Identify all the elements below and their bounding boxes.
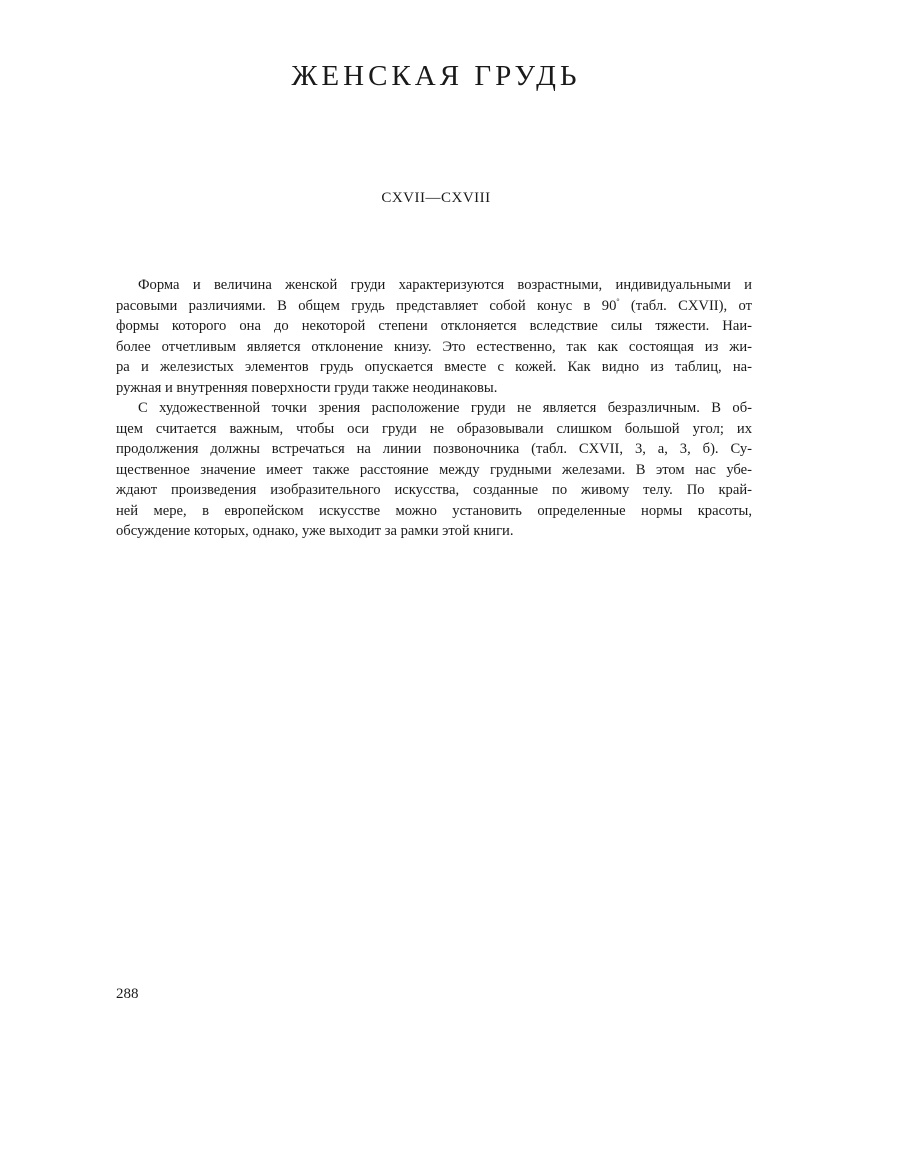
text-line: ждают произведения изобразительного искусства, созданные по живому телу. По край-: [116, 482, 752, 498]
degree-mark: °: [616, 296, 620, 306]
page-number: 288: [116, 986, 139, 1002]
text-line: продолжения должны встречаться на линии позвоночника (табл. CXVII, 3, а, 3, б). Су-: [116, 441, 752, 457]
body-text: [116, 275, 752, 542]
text-line: обсуждение которых, однако, уже выходит за рамки этой книги.: [116, 523, 514, 539]
text-line: [116, 296, 752, 317]
paragraph-2: [116, 398, 752, 542]
text-line: Форма и величина женской груди характеризуются возрастными, индивидуальными и: [138, 277, 752, 293]
text-line: более отчетливым является отклонение книзу. Это естественно, так как состоящая из жи-: [116, 338, 752, 355]
page-title: ЖЕНСКАЯ ГРУДЬ: [291, 60, 581, 92]
text-fragment: (табл. CXVII), от: [619, 297, 752, 314]
text-line: формы которого она до некоторой степени отклоняется вследствие силы тяжести. Наи-: [116, 318, 752, 334]
text-line: ней мере, в европейском искусстве можно установить определенные нормы красоты,: [116, 502, 752, 519]
text-line: ра и железистых элементов грудь опускается вместе с кожей. Как видно из таблиц, на-: [116, 359, 752, 375]
plate-range-heading: CXVII—CXVIII: [381, 190, 491, 206]
text-line: ружная и внутренняя поверхности груди также неодинаковы.: [116, 379, 498, 396]
text-line: С художественной точки зрения расположение груди не является безразличным. В об-: [138, 400, 752, 416]
text-line: щественное значение имеет также расстояние между грудными железами. В этом нас убе-: [116, 461, 752, 478]
text-fragment: расовыми различиями. В общем грудь представляет собой конус в 90: [116, 297, 617, 314]
paragraph-1: [116, 275, 752, 398]
text-line: щем считается важным, чтобы оси груди не образовывали слишком большой угол; их: [116, 420, 752, 437]
